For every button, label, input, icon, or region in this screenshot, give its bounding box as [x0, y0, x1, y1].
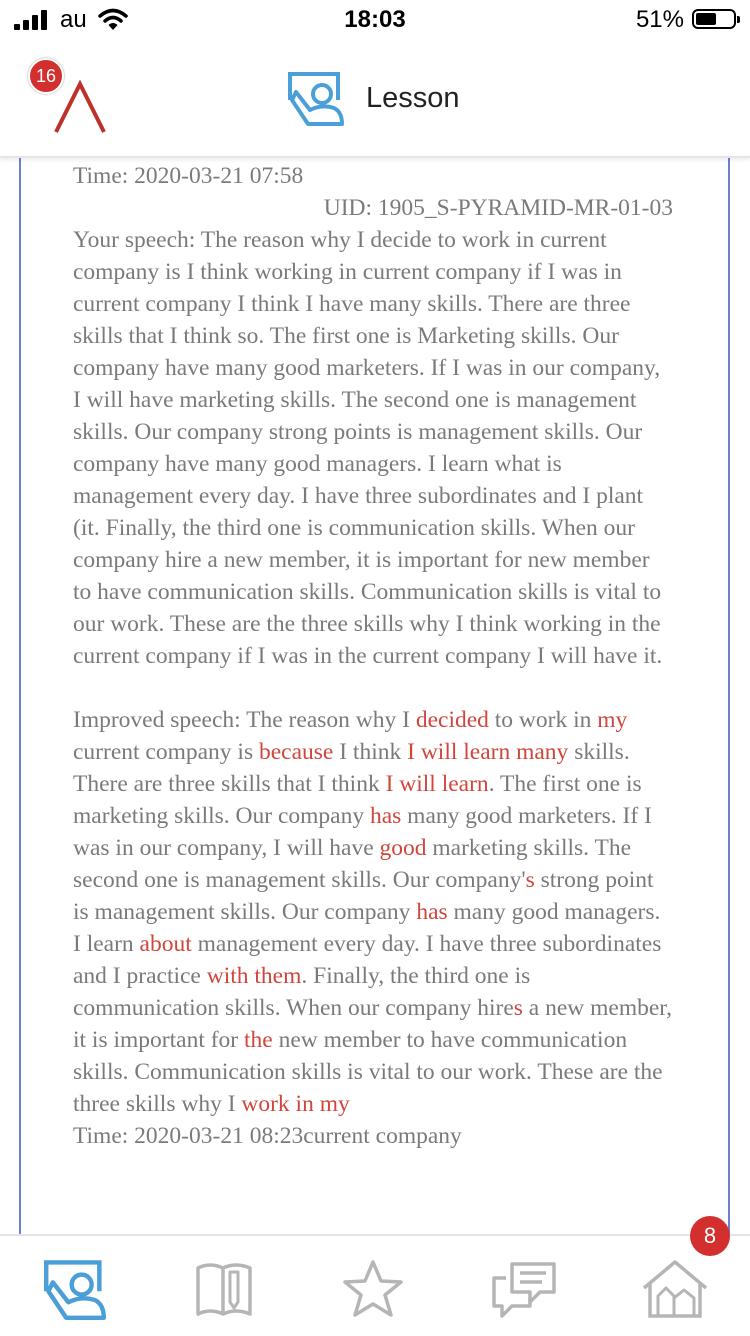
uid-line: UID: 1905_S-PYRAMID-MR-01-03	[323, 195, 673, 221]
tab-favorites[interactable]	[340, 1258, 410, 1328]
lesson-icon	[286, 70, 346, 126]
tab-notebook[interactable]	[192, 1258, 262, 1328]
your-speech: Your speech: The reason why I decide to work in current company is I think working in current company if I was in current company I think I have many skills. There are three skills that I think so. The first one is Marketing skills. Our company have many good marketers. If I was in our company, I will have marketing skills. The second one is management skills. Our company strong points is management skills. Our company have many good managers. I learn what is management every day. I have three subordinates and I plant (it. Finally, the third one is communication skills. When our company hire a new member, it is important for new member to have communication skills. Communication skills is vital to our work. These are the three skills why I think working in the current company if I was in the current company I will have it.	[73, 227, 663, 669]
home-icon	[640, 1258, 710, 1320]
chat-icon	[490, 1258, 560, 1320]
tab-chat[interactable]	[490, 1258, 560, 1328]
star-icon	[340, 1258, 406, 1320]
lesson-content	[73, 160, 673, 1152]
tab-bar	[0, 1223, 750, 1336]
home-badge: 8	[690, 1216, 730, 1256]
battery-percent: 51%	[635, 6, 684, 33]
tab-lesson[interactable]	[40, 1258, 110, 1328]
nav-bar	[0, 40, 750, 158]
carrier-label: au	[60, 6, 87, 33]
clock: 18:03	[344, 6, 406, 33]
time-line: Time: 2020-03-21 07:58	[73, 163, 304, 189]
battery-icon	[692, 9, 736, 29]
lesson-tab-icon	[40, 1258, 110, 1320]
overlapping-time-line: Time: 2020-03-21 08:23current company	[73, 1123, 462, 1149]
page-title: Lesson	[366, 82, 460, 114]
tab-home[interactable]	[640, 1258, 710, 1328]
notification-badge: 16	[28, 58, 64, 94]
status-bar	[0, 0, 750, 40]
lesson-content-frame	[19, 156, 730, 1234]
notebook-icon	[192, 1258, 258, 1320]
improved-speech: Improved speech: The reason why I decided to work in my current company is because I think I will learn many skills. There are three skills that I think I will learn. The first one is marketing skills. Our company has many good marketers. If I was in our company, I will have good marketing skills. The second one is management skills. Our company's strong point is management skills. Our company has many good managers. I learn about management every day. I have three subordinates and I practice with them. Finally, the third one is communication skills. When our company hires a new member, it is important for the new member to have communication skills. Communication skills is vital to our work. These are the three skills why I work in my	[73, 707, 673, 1117]
